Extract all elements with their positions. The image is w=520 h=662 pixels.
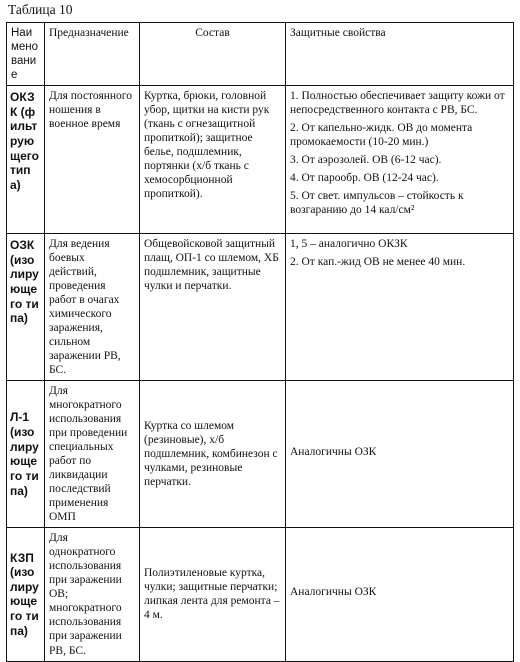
row-composition: Куртка со шлемом (резиновые), х/б подшлемник, комбинезон с чулками, резиновые перчатки. [140,381,286,528]
protection-item: Аналогичны ОЗК [290,586,377,599]
table-header-row [7,23,514,86]
row-protection [286,381,514,528]
row-name: ОКЗК (фильтрующего типа) [7,86,45,234]
row-composition: Общевойсковой защитный плащ, ОП-1 со шлемом, ХБ подшлемник, защитные чулки и перчатки. [140,234,286,381]
header-name: Наименование [7,23,45,86]
table-row [7,381,514,528]
protective-suits-table [6,22,514,662]
protection-item: 1. Полностью обеспечивает защиту кожи от непосредственного контакта с РВ, БС. [290,90,505,117]
table-row [7,86,514,234]
row-name: ОЗК (изолирующего типа) [7,234,45,381]
protection-item: Аналогичны ОЗК [290,446,377,459]
header-composition: Состав [140,23,286,86]
table-caption: Таблица 10 [8,2,73,17]
protection-item: 1, 5 – аналогично ОКЗК [290,238,408,251]
header-purpose: Предназначение [45,23,140,86]
table-row [7,234,514,381]
protection-item: 4. От парообр. ОВ (12-24 час). [290,172,439,185]
row-purpose: Для постоянного ношения в военное время [45,86,140,234]
protection-item: 2. От кап.-жид ОВ не менее 40 мин. [290,256,466,269]
header-protection: Защитные свойства [286,23,514,86]
row-protection [286,86,514,234]
row-protection [286,234,514,381]
row-purpose: Для однократного использования при заражении ОВ; многократного использования при заражении РВ, БС. [45,528,140,661]
protection-item: 5. От свет. импульсов – стойкость к возгаранию до 14 кал/см² [290,190,464,217]
row-purpose: Для ведения боевых действий, проведения работ в очагах химического заражения, сильном заражении РВ, БС. [45,234,140,381]
row-composition: Куртка, брюки, головной убор, щитки на кисти рук (ткань с огнезащитной пропиткой); защитное белье, подшлемник, портянки (х/б ткань с хемосорбционной пропиткой). [140,86,286,234]
row-composition: Полиэтиленовые куртка, чулки; защитные перчатки; липкая лента для ремонта – 4 м. [140,528,286,661]
row-name: Л-1 (изолирующего типа) [7,381,45,528]
row-purpose: Для многократного использования при проведении специальных работ по ликвидации последствий применения ОМП [45,381,140,528]
protection-item: 2. От капельно-жидк. ОВ до момента промокаемости (10-20 мин.) [290,122,473,149]
row-protection [286,528,514,661]
protection-item: 3. От аэрозолей. ОВ (6-12 час). [290,154,442,167]
table-row [7,528,514,661]
row-name: КЗП (изолирующего типа) [7,528,45,661]
